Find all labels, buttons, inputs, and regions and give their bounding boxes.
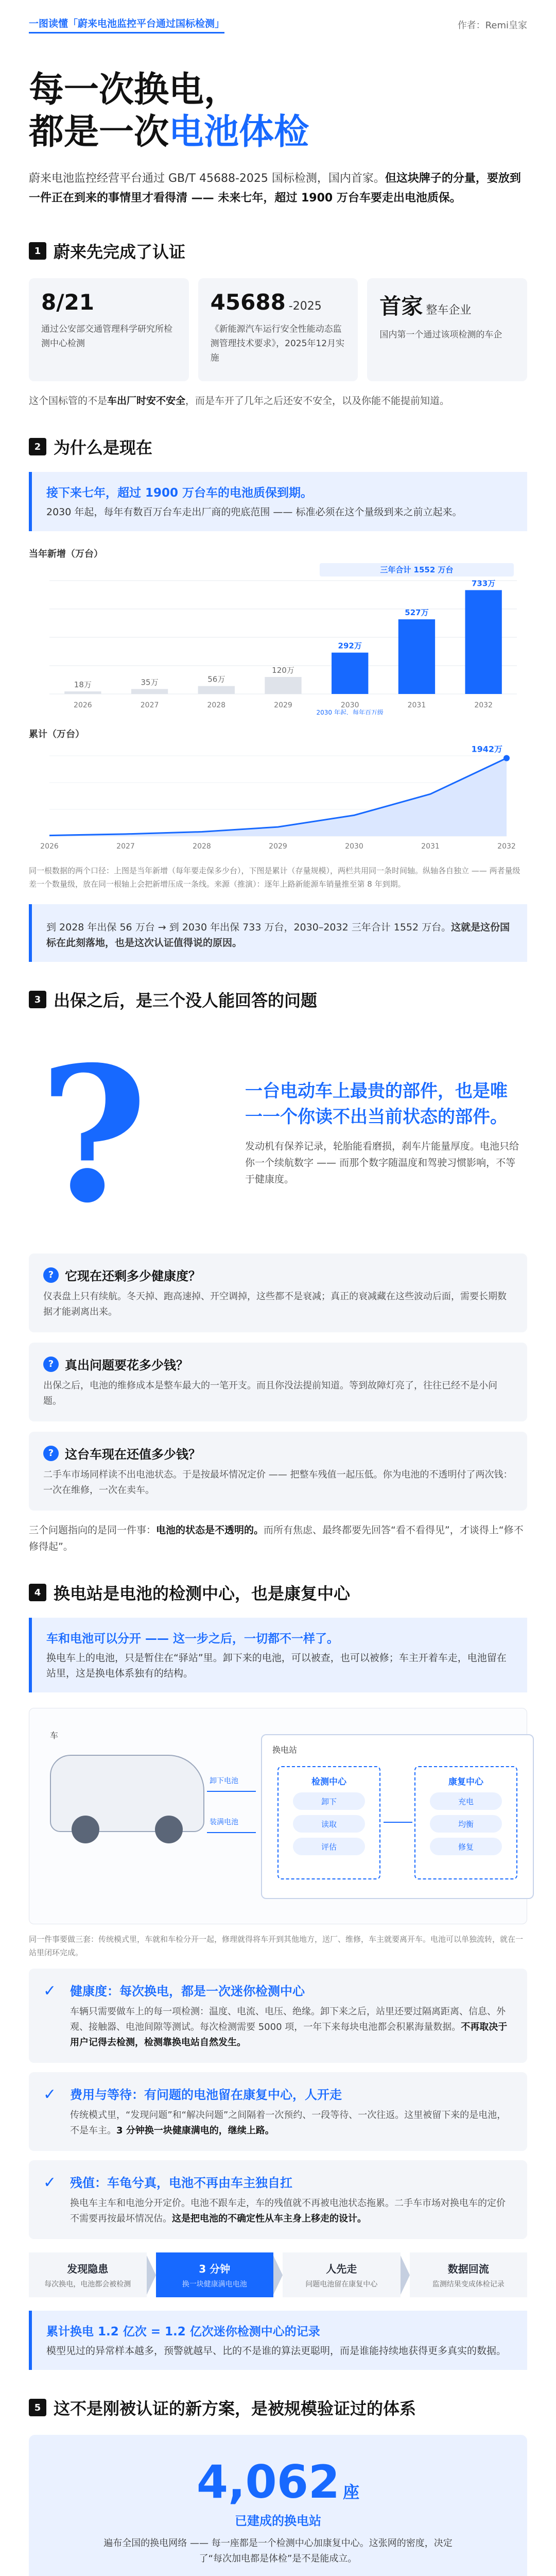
- diagram-note: 同一件事要做三套：传统模式里，车就和车检分开一起，修理就得将车开到其他地方，送厂、维修，车主就要离开车。电池可以单独流转，就在一站里闭环完成。: [29, 1935, 524, 1957]
- process-flow: [29, 2252, 527, 2297]
- annotation-label-2: 2030 年起，每年百万级: [316, 709, 384, 715]
- check-card: ✓ 健康度：每次换电，都是一次迷你检测中心 车辆只需要做车上的每一项检测：温度、电流、电压、绝缘。卸下来之后，站里还要过隔离距离、信息、外观、接触器、电池间隙等测试。每次检测需要 5000 项，一年下来每块电池都会积累海量数据。不再取决于用户记得去检测，检测靠换电站自然发生。: [29, 1969, 527, 2063]
- bar-chart-svg: [29, 560, 527, 715]
- flow-step: 3 分钟 换一块健康满电电池: [156, 2252, 274, 2297]
- question-hero-heading: 一台电动车上最贵的部件，也是唯一一个你读不出当前状态的部件。: [245, 1081, 508, 1127]
- section-4-title: 4 换电站是电池的检测中心，也是康复中心: [0, 1581, 556, 1604]
- chevron-right-icon: [147, 2256, 156, 2295]
- zone-arrow: [384, 1822, 412, 1823]
- question-icon: ?: [43, 1267, 59, 1283]
- flow-step: 人先走 问题电池留在康复中心: [283, 2252, 401, 2297]
- bar: [398, 619, 435, 694]
- flow-callout: 累计换电 1.2 亿次 = 1.2 亿次迷你检测中心的记录 模型见过的异常样本越多，预警就越早、比的不是谁的算法更聪明，而是谁能持续地获得更多真实的数据。: [29, 2311, 527, 2370]
- check-icon: ✓: [43, 2174, 57, 2192]
- bar-chart: [29, 547, 527, 717]
- section-5-title: 5 这不是刚被认证的新方案，是被规模验证过的体系: [0, 2396, 556, 2419]
- x-tick-label: 2031: [421, 842, 440, 851]
- bar-value-label: 35万: [141, 677, 159, 687]
- question-card: ? 真出问题要花多少钱？ 出保之后，电池的维修成本是整车最大的一笔开支。而且你没法提前知道。等到故障灯亮了，往往已经不是小问题。: [29, 1343, 527, 1421]
- section-1-note: 这个国标管的不是车出厂时安不安全，而是车开了几年之后还安不安全，以及你能不能提前知道。: [29, 395, 450, 406]
- top-bar: [0, 0, 556, 36]
- cert-card: 首家 整车企业 国内第一个通过该项检测的车企: [367, 278, 527, 381]
- x-tick-label: 2029: [269, 842, 287, 851]
- car-label: 车: [50, 1731, 59, 1740]
- station-label: 换电站: [272, 1745, 298, 1755]
- x-tick-label: 2032: [497, 842, 516, 851]
- x-tick-label: 2028: [207, 701, 226, 709]
- bar: [332, 653, 368, 694]
- bar: [465, 590, 501, 694]
- x-tick-label: 2030: [345, 842, 363, 851]
- arrow-in-label: 装满电池: [210, 1818, 238, 1826]
- bar: [198, 686, 235, 694]
- bar-value-label: 733万: [471, 579, 496, 588]
- bar-value-label: 18万: [74, 680, 92, 690]
- section-3-title: 3 出保之后，是三个没人能回答的问题: [0, 988, 556, 1011]
- x-tick-label: 2031: [407, 701, 426, 709]
- question-hero: [29, 1027, 527, 1243]
- car-illustration: [50, 1755, 204, 1832]
- x-tick-label: 2029: [274, 701, 292, 709]
- bar-value-label: 120万: [272, 666, 294, 675]
- arrow-in: [207, 1832, 256, 1833]
- cert-card: 8/21 通过公安部交通管理科学研究所检测中心检测: [29, 278, 189, 381]
- zone-detect: 检测中心 卸下 读取 评估: [277, 1766, 380, 1879]
- question-card: ? 这台车现在还值多少钱？ 二手车市场同样读不出电池状态。于是按最坏情况定价 —— 把整车残值一起压低。你为电池的不透明付了两次钱：一次在维修，一次在卖车。: [29, 1432, 527, 1511]
- question-hero-text: 发动机有保养记录，轮胎能看磨损，刹车片能量厚度。电池只给你一个续航数字 —— 而那个数字随温度和驾驶习惯影响，不等于健康度。: [245, 1141, 519, 1185]
- bar-value-label: 527万: [405, 608, 429, 618]
- arrow-out: [207, 1791, 256, 1792]
- hero-title: 每一次换电， 都是一次电池体检: [29, 70, 309, 152]
- bar-chart-title: 当年新增（万台）: [29, 549, 103, 560]
- chevron-right-icon: [273, 2256, 283, 2295]
- arrow-out-label: 卸下电池: [210, 1777, 238, 1785]
- station-box: [261, 1734, 534, 1899]
- bar: [131, 689, 168, 694]
- question-mark-icon: ?: [39, 1026, 148, 1244]
- area-fill: [49, 758, 507, 836]
- bar-value-label: 56万: [207, 674, 225, 684]
- hero: [0, 36, 556, 208]
- station-count-stat: 4,062 座 已建成的换电站 遍布全国的换电网络 —— 每一座都是一个检测中心加康复中心。这张网的密度，决定了“每次加电都是体检”是不是能成立。: [29, 2435, 527, 2576]
- bar: [265, 677, 301, 694]
- end-point: [503, 755, 510, 761]
- section-2-title: 2 为什么是现在: [0, 435, 556, 459]
- x-tick-label: 2028: [193, 842, 211, 851]
- question-card: ? 它现在还剩多少健康度？ 仪表盘上只有续航。冬天掉、跑高速掉、开空调掉，这些都不是衰减；真正的衰减藏在这些波动后面，需要长期数据才能剥离出来。: [29, 1253, 527, 1332]
- zone-rehab: 康复中心 充电 均衡 修复: [414, 1766, 517, 1879]
- section-1-title: 1 蔚来先完成了认证: [0, 239, 556, 263]
- author: 作者：Remi皇家: [457, 20, 527, 31]
- chart-note: 同一根数据的两个口径：上图是当年新增（每年要走保多少台），下图是累计（存量规模），两栏共用同一条时间轴。纵轴各自独立 —— 两者量级差一个数量级，放在同一根轴上会把新增压成一条线。来源（推演）：逐年上路新能源车销量推至第 8 年到期。: [29, 866, 520, 889]
- x-tick-label: 2026: [74, 701, 92, 709]
- section-2-callout: 接下来七年，超过 1900 万台车的电池质保到期。 2030 年起，每年有数百万台车走出厂商的兜底范围 —— 标准必须在这个量级到来之前立起来。: [29, 472, 527, 531]
- hero-intro: 蔚来电池监控经营平台通过 GB/T 45688-2025 国标检测，国内首家。但这块牌子的分量，要放到一件正在到来的事情里才看得清 —— 未来七年，超过 1900 万台车要走出电池质保。: [29, 172, 521, 205]
- end-value-label: 1942万: [471, 744, 502, 754]
- question-icon: ?: [43, 1446, 59, 1461]
- swap-station-diagram: [29, 1708, 527, 1924]
- x-tick-label: 2030: [340, 701, 359, 709]
- section-4-callout: 车和电池可以分开 —— 这一步之后，一切都不一样了。 换电车上的电池，只是暂住在“驿站”里。卸下来的电池，可以被查，也可以被修；车主开着车走，电池留在站里，这是换电体系独有的结构。: [29, 1618, 527, 1692]
- area-chart-svg: [29, 740, 527, 854]
- x-tick-label: 2026: [40, 842, 59, 851]
- area-chart-title: 累计（万台）: [29, 729, 84, 740]
- brand-title: 一图读懂「蔚来电池监控平台通过国标检测」: [29, 16, 224, 33]
- cert-cards: [0, 278, 556, 381]
- section-2-result: 到 2028 年出保 56 万台 → 到 2030 年出保 733 万台，2030–2032 三年合计 1552 万台。这就是这份国标在此刻落地，也是这次认证值得说的原因。: [29, 904, 527, 962]
- question-icon: ?: [43, 1357, 59, 1372]
- check-card: ✓ 费用与等待：有问题的电池留在康复中心，人开走 传统模式里，“发现问题”和“解决问题”之间隔着一次预约、一段等待、一次往返。这里被留下来的是电池，不是车主。3 分钟换一块健康满电的，继续上路。: [29, 2072, 527, 2151]
- x-tick-label: 2027: [116, 842, 135, 851]
- x-tick-label: 2032: [474, 701, 493, 709]
- check-icon: ✓: [43, 1982, 57, 2000]
- x-tick-label: 2027: [140, 701, 159, 709]
- check-card: ✓ 残值：车龟兮真，电池不再由车主独自扛 换电车主车和电池分开定价。电池不跟车走，车的残值就不再被电池状态拖累。二手车市场对换电车的定价不需要再按最坏情况估。这是把电池的不确定性从车主身上移走的设计。: [29, 2160, 527, 2239]
- chevron-right-icon: [401, 2256, 410, 2295]
- section-3-summary: 三个问题指向的是同一件事：电池的状态是不透明的。而所有焦虑、最终都要先回答“看不看得见”，才谈得上“修不修得起”。: [29, 1524, 524, 1552]
- area-chart: [29, 727, 527, 856]
- flow-step: 发现隐患 每次换电，电池都会被检测: [29, 2252, 147, 2297]
- bar-value-label: 292万: [338, 641, 362, 651]
- flow-step: 数据回流 监测结果变成体检记录: [410, 2252, 528, 2297]
- bar: [64, 691, 101, 694]
- cert-card: 45688 -2025 《新能源汽车运行安全性能动态监测管理技术要求》，2025年12月实施: [198, 278, 358, 381]
- check-icon: ✓: [43, 2086, 57, 2104]
- annotation-label: 三年合计 1552 万台: [380, 565, 454, 574]
